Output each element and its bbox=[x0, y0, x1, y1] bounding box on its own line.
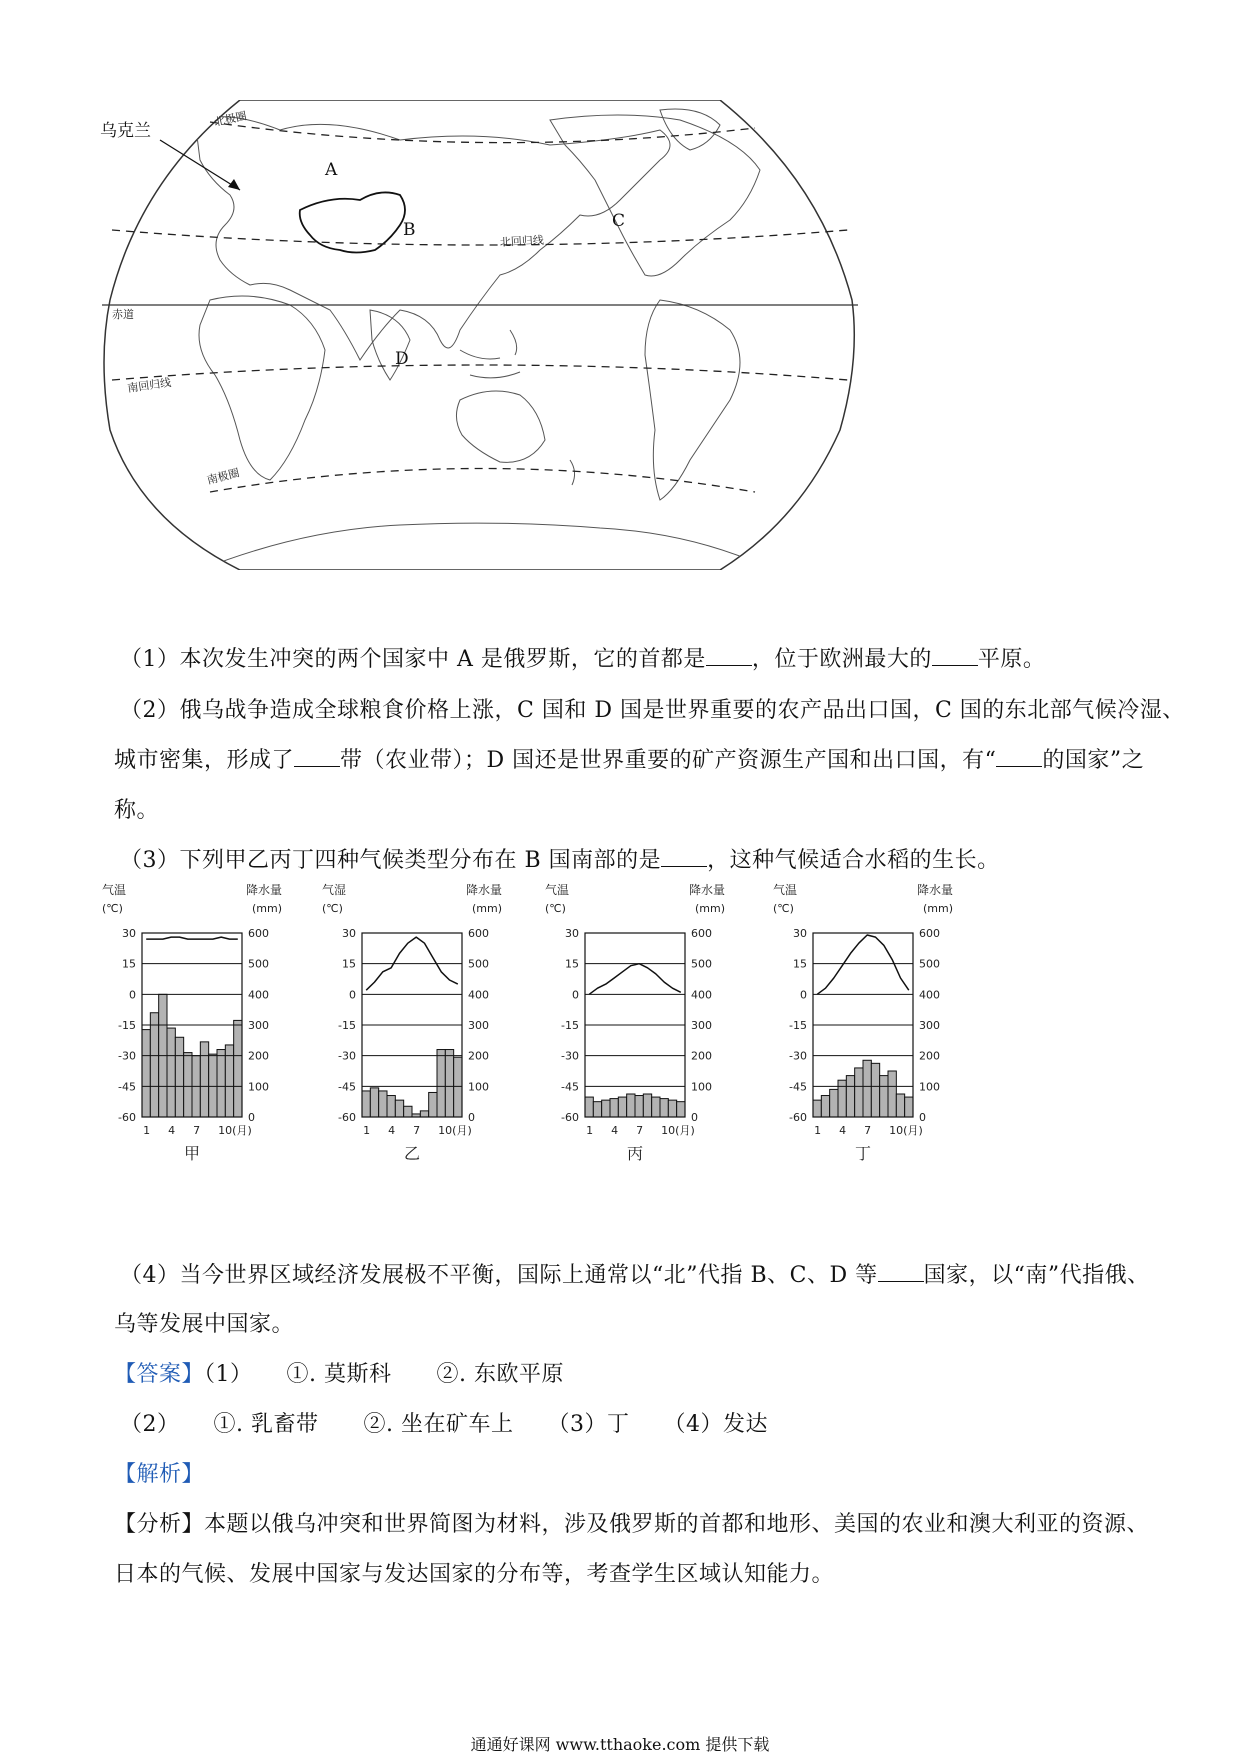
climate-chart-ding bbox=[773, 880, 973, 1200]
temperature-line bbox=[146, 937, 238, 939]
temp-tick-label: 0 bbox=[129, 988, 136, 1002]
label-d: D bbox=[395, 349, 409, 369]
precip-tick-label: 0 bbox=[919, 1111, 926, 1124]
q3-text-b: ，这种气候适合水稻的生长。 bbox=[707, 848, 1000, 873]
x-tick-label: 10(月) bbox=[661, 1124, 695, 1137]
australia-outline bbox=[456, 391, 545, 462]
answer-text-1: （1） ①. 莫斯科 ②. 东欧平原 bbox=[204, 1362, 564, 1387]
temp-tick-label: 30 bbox=[122, 927, 136, 940]
analysis-line-1 bbox=[114, 1501, 1150, 1549]
precip-tick-label: 0 bbox=[248, 1111, 255, 1124]
temp-tick-label: -30 bbox=[561, 1049, 579, 1063]
q4-text-a: （4）当今世界区域经济发展极不平衡，国际上通常以“北”代指 B、C、D 等 bbox=[120, 1263, 878, 1288]
x-tick-label: 4 bbox=[168, 1124, 176, 1137]
precip-bar bbox=[420, 1111, 428, 1117]
answer-tag: 【答案】 bbox=[114, 1362, 205, 1387]
precip-axis-label: 降水量 bbox=[688, 883, 725, 897]
x-tick-label: 1 bbox=[363, 1124, 371, 1137]
label-b: B bbox=[403, 220, 416, 240]
temp-tick-label: -15 bbox=[338, 1019, 356, 1032]
precip-tick-label: 300 bbox=[468, 1019, 489, 1032]
precip-bar bbox=[167, 1028, 175, 1117]
precip-tick-label: 200 bbox=[691, 1049, 712, 1063]
temperature-line bbox=[589, 964, 681, 995]
precip-bar bbox=[618, 1097, 626, 1117]
temp-tick-label: -30 bbox=[118, 1049, 136, 1063]
x-tick-label: 10(月) bbox=[218, 1124, 252, 1137]
temp-tick-label: 15 bbox=[342, 957, 356, 971]
x-tick-label: 1 bbox=[143, 1124, 151, 1137]
q1-text-a: （1）本次发生冲突的两个国家中 A 是俄罗斯，它的首都是 bbox=[120, 647, 706, 672]
temp-axis-label: 气温 bbox=[773, 883, 798, 897]
precip-bar bbox=[668, 1100, 676, 1117]
precip-bar bbox=[217, 1050, 225, 1117]
precip-bar bbox=[585, 1097, 593, 1117]
question-4-line-2 bbox=[114, 1301, 1124, 1349]
precip-bar bbox=[880, 1076, 888, 1117]
precip-bar bbox=[142, 1030, 150, 1117]
precip-bar bbox=[846, 1076, 854, 1117]
temp-tick-label: -30 bbox=[789, 1049, 807, 1063]
precip-bar bbox=[602, 1100, 610, 1117]
q2-text-2c: 的国家”之 bbox=[1042, 748, 1145, 773]
precip-tick-label: 100 bbox=[248, 1080, 269, 1094]
climate-chart-yi bbox=[322, 880, 522, 1200]
temp-tick-label: -45 bbox=[338, 1080, 356, 1094]
temp-axis-unit: (℃) bbox=[322, 902, 343, 915]
precip-axis-unit: (mm) bbox=[922, 902, 953, 915]
precip-bar bbox=[454, 1057, 462, 1117]
q1-blank-1 bbox=[706, 639, 752, 666]
precip-bar bbox=[445, 1050, 453, 1117]
precip-bar bbox=[184, 1053, 192, 1117]
precip-tick-label: 400 bbox=[691, 988, 712, 1002]
footer-text: 通通好课网 www.tthaoke.com 提供下载 bbox=[470, 1735, 770, 1754]
label-arctic-circle: 北极圈 bbox=[212, 109, 248, 129]
precip-bar bbox=[677, 1102, 685, 1117]
x-tick-label: 7 bbox=[864, 1124, 872, 1137]
q3-text-a: （3）下列甲乙丙丁四种气候类型分布在 B 国南部的是 bbox=[120, 848, 662, 873]
tropic-capricorn-line bbox=[112, 365, 848, 380]
precip-tick-label: 200 bbox=[468, 1049, 489, 1063]
q2-blank-2 bbox=[996, 740, 1042, 767]
eurasia-outline bbox=[195, 117, 670, 360]
precip-bar bbox=[838, 1080, 846, 1117]
x-tick-label: 7 bbox=[413, 1124, 421, 1137]
temp-tick-label: 30 bbox=[342, 927, 356, 940]
label-equator: 赤道 bbox=[112, 308, 134, 321]
precip-bar bbox=[863, 1060, 871, 1117]
temp-tick-label: -60 bbox=[338, 1111, 356, 1124]
temp-tick-label: 30 bbox=[565, 927, 579, 940]
temp-axis-label: 气温 bbox=[545, 883, 570, 897]
precip-axis-label: 降水量 bbox=[916, 883, 953, 897]
x-tick-label: 4 bbox=[611, 1124, 619, 1137]
temp-tick-label: 30 bbox=[793, 927, 807, 940]
precip-bar bbox=[643, 1094, 651, 1117]
antarctica-outline bbox=[200, 523, 750, 570]
temp-tick-label: -45 bbox=[789, 1080, 807, 1094]
climate-chart-jia bbox=[102, 880, 302, 1200]
q1-blank-2 bbox=[932, 639, 978, 666]
analysis-text-2: 日本的气候、发展中国家与发达国家的分布等，考查学生区域认知能力。 bbox=[114, 1562, 835, 1587]
precip-bar bbox=[855, 1068, 863, 1117]
question-2-line-2 bbox=[114, 737, 1145, 785]
answer-text-2: （2） ①. 乳畜带 ②. 坐在矿车上 （3）丁 （4）发达 bbox=[120, 1412, 768, 1437]
temp-tick-label: -45 bbox=[118, 1080, 136, 1094]
precip-tick-label: 500 bbox=[919, 957, 940, 971]
precip-bar bbox=[905, 1097, 913, 1117]
precip-bar bbox=[635, 1096, 643, 1117]
precip-tick-label: 200 bbox=[919, 1049, 940, 1063]
label-tropic-capricorn: 南回归线 bbox=[126, 375, 172, 395]
temp-tick-label: -60 bbox=[789, 1111, 807, 1124]
answer-line-2 bbox=[120, 1401, 1130, 1449]
precip-tick-label: 300 bbox=[248, 1019, 269, 1032]
precip-tick-label: 500 bbox=[691, 957, 712, 971]
x-tick-label: 10(月) bbox=[889, 1124, 923, 1137]
analysis-tag: 【解析】 bbox=[114, 1462, 205, 1487]
precip-tick-label: 500 bbox=[468, 957, 489, 971]
precip-bar bbox=[888, 1071, 896, 1117]
label-a: A bbox=[325, 160, 338, 180]
q4-text-b: 国家，以“南”代指俄、 bbox=[923, 1263, 1150, 1288]
antarctic-circle-line bbox=[210, 469, 755, 493]
climate-chart-svg bbox=[102, 880, 302, 1200]
q1-text-b: ，位于欧洲最大的 bbox=[751, 647, 932, 672]
q4-text-2: 乌等发展中国家。 bbox=[114, 1312, 295, 1337]
temp-tick-label: 15 bbox=[122, 957, 136, 971]
temp-tick-label: -15 bbox=[561, 1019, 579, 1032]
temp-axis-unit: (℃) bbox=[102, 902, 123, 915]
temp-tick-label: 0 bbox=[572, 988, 579, 1002]
precip-tick-label: 600 bbox=[919, 927, 940, 940]
analysis-text-1: 本题以俄乌冲突和世界简图为材料，涉及俄罗斯的首都和地形、美国的农业和澳大利亚的资源、 bbox=[204, 1512, 1150, 1537]
arctic-circle-line bbox=[210, 122, 755, 143]
precip-bar bbox=[200, 1042, 208, 1117]
precip-tick-label: 600 bbox=[468, 927, 489, 940]
temp-tick-label: 15 bbox=[565, 957, 579, 971]
precip-bar bbox=[896, 1094, 904, 1117]
chart-caption: 乙 bbox=[403, 1144, 421, 1163]
precip-axis-unit: (mm) bbox=[251, 902, 282, 915]
label-antarctic-circle: 南极圈 bbox=[205, 466, 241, 487]
precip-tick-label: 600 bbox=[248, 927, 269, 940]
chart-caption: 丁 bbox=[854, 1144, 872, 1163]
world-map-svg bbox=[100, 100, 860, 570]
chart-caption: 甲 bbox=[183, 1144, 201, 1163]
precip-tick-label: 100 bbox=[919, 1080, 940, 1094]
precip-bar bbox=[821, 1096, 829, 1117]
precip-bar bbox=[395, 1100, 403, 1117]
question-4-line-1 bbox=[120, 1252, 1150, 1300]
precip-axis-label: 降水量 bbox=[245, 883, 282, 897]
label-ukraine: 乌克兰 bbox=[100, 121, 151, 141]
precip-tick-label: 0 bbox=[468, 1111, 475, 1124]
precip-bar bbox=[627, 1094, 635, 1117]
q1-text-c: 平原。 bbox=[977, 647, 1046, 672]
precip-bar bbox=[437, 1050, 445, 1117]
precip-bar bbox=[150, 1013, 158, 1117]
south-america-outline bbox=[645, 300, 740, 500]
temp-tick-label: -30 bbox=[338, 1049, 356, 1063]
x-tick-label: 4 bbox=[839, 1124, 847, 1137]
q4-blank bbox=[878, 1255, 924, 1282]
climate-chart-svg bbox=[322, 880, 522, 1200]
precip-axis-unit: (mm) bbox=[471, 902, 502, 915]
precip-bar bbox=[871, 1063, 879, 1117]
precip-bar bbox=[404, 1106, 412, 1117]
precip-bar bbox=[660, 1099, 668, 1117]
north-america-outline bbox=[550, 115, 760, 276]
precip-tick-label: 500 bbox=[248, 957, 269, 971]
precip-axis-label: 降水量 bbox=[465, 883, 502, 897]
q2-text-2b: 带（农业带）；D 国还是世界重要的矿产资源生产国和出口国，有“ bbox=[340, 748, 997, 773]
precip-tick-label: 100 bbox=[468, 1080, 489, 1094]
climate-chart-svg bbox=[545, 880, 745, 1200]
temperature-line bbox=[817, 935, 909, 994]
world-map bbox=[100, 100, 860, 570]
climate-chart-svg bbox=[773, 880, 973, 1200]
temp-tick-label: 0 bbox=[349, 988, 356, 1002]
precip-tick-label: 0 bbox=[691, 1111, 698, 1124]
q2-text-1: （2）俄乌战争造成全球粮食价格上涨，C 国和 D 国是世界重要的农产品出口国，C 国的东北部气候冷湿、 bbox=[120, 698, 1185, 723]
q2-blank-1 bbox=[294, 740, 340, 767]
question-1 bbox=[120, 636, 1130, 684]
q2-text-2a: 城市密集，形成了 bbox=[114, 748, 295, 773]
temp-tick-label: -15 bbox=[789, 1019, 807, 1032]
precip-tick-label: 600 bbox=[691, 927, 712, 940]
precip-tick-label: 100 bbox=[691, 1080, 712, 1094]
precip-tick-label: 300 bbox=[919, 1019, 940, 1032]
x-tick-label: 1 bbox=[586, 1124, 594, 1137]
q3-blank bbox=[661, 840, 707, 867]
precip-bar bbox=[175, 1037, 183, 1117]
question-2-line-1 bbox=[120, 687, 1185, 735]
analysis-heading bbox=[114, 1451, 1124, 1499]
x-tick-label: 1 bbox=[814, 1124, 822, 1137]
precip-bar bbox=[370, 1088, 378, 1117]
chart-caption: 丙 bbox=[626, 1144, 644, 1163]
precip-bar bbox=[593, 1102, 601, 1117]
temp-tick-label: 15 bbox=[793, 957, 807, 971]
question-3 bbox=[120, 837, 1130, 885]
precip-bar bbox=[610, 1099, 618, 1117]
question-2-line-3 bbox=[114, 787, 1124, 835]
precip-bar bbox=[813, 1100, 821, 1117]
precip-axis-unit: (mm) bbox=[694, 902, 725, 915]
fenxi-tag: 【分析】 bbox=[114, 1512, 205, 1537]
temp-tick-label: -15 bbox=[118, 1019, 136, 1032]
precip-bar bbox=[652, 1097, 660, 1117]
x-tick-label: 10(月) bbox=[438, 1124, 472, 1137]
tropic-cancer-line bbox=[112, 230, 848, 245]
precip-tick-label: 300 bbox=[691, 1019, 712, 1032]
label-tropic-cancer: 北回归线 bbox=[499, 233, 545, 249]
x-tick-label: 7 bbox=[193, 1124, 201, 1137]
temp-axis-label: 气湿 bbox=[322, 883, 347, 897]
map-border bbox=[104, 100, 854, 570]
precip-bar bbox=[830, 1089, 838, 1117]
temp-axis-unit: (℃) bbox=[545, 902, 566, 915]
q2-text-3: 称。 bbox=[114, 798, 160, 823]
ukraine-arrow bbox=[160, 140, 240, 190]
precip-bar bbox=[362, 1091, 370, 1117]
climate-chart-bing bbox=[545, 880, 745, 1200]
precip-tick-label: 400 bbox=[468, 988, 489, 1002]
temp-tick-label: -60 bbox=[561, 1111, 579, 1124]
precip-bar bbox=[379, 1091, 387, 1117]
temp-axis-label: 气温 bbox=[102, 883, 127, 897]
analysis-line-2 bbox=[114, 1551, 1124, 1599]
temp-tick-label: 0 bbox=[800, 988, 807, 1002]
precip-bar bbox=[234, 1020, 242, 1117]
precip-tick-label: 400 bbox=[248, 988, 269, 1002]
x-tick-label: 4 bbox=[388, 1124, 396, 1137]
x-tick-label: 7 bbox=[636, 1124, 644, 1137]
temp-axis-unit: (℃) bbox=[773, 902, 794, 915]
precip-bar bbox=[429, 1092, 437, 1117]
precip-bar bbox=[209, 1054, 217, 1117]
temp-tick-label: -45 bbox=[561, 1080, 579, 1094]
label-c: C bbox=[612, 211, 626, 231]
precip-bar bbox=[387, 1096, 395, 1117]
africa-outline bbox=[199, 296, 325, 480]
precip-tick-label: 400 bbox=[919, 988, 940, 1002]
precip-tick-label: 200 bbox=[248, 1049, 269, 1063]
temp-tick-label: -60 bbox=[118, 1111, 136, 1124]
answer-line-1 bbox=[114, 1351, 1124, 1399]
